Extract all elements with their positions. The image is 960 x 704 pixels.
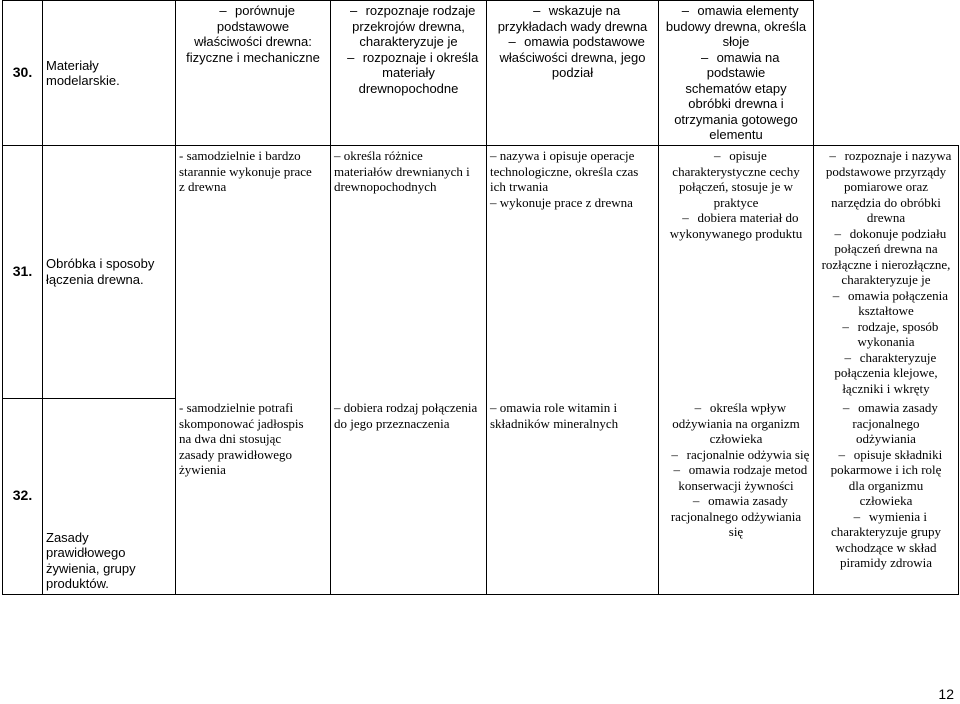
requirement-line: odżywiania — [856, 431, 916, 446]
requirement-line: dobiera materiał do — [697, 210, 799, 225]
requirement-line: wykonania — [857, 334, 915, 349]
requirement-line: fizyczne i mechaniczne — [186, 49, 320, 65]
dash-icon: – — [508, 34, 516, 49]
requirement-line: praktyce — [713, 194, 759, 210]
dash-icon: – — [844, 349, 851, 365]
dash-icon: – — [219, 3, 227, 18]
requirement-line: opisuje składniki — [853, 446, 943, 462]
topic-line: Zasady — [46, 529, 89, 545]
requirement-line: charakteryzuje grupy — [830, 524, 942, 539]
requirement-line: odżywiania na organizm — [672, 415, 800, 431]
requirement-line: wskazuje na — [548, 3, 621, 18]
requirement-line: właściwości drewna, jego — [499, 49, 646, 65]
requirement-line: drewna — [866, 210, 906, 225]
requirement-line: określa różnice — [343, 148, 423, 163]
requirement-line: omawia połączenia — [848, 287, 948, 303]
requirement-line: konserwacji żywności — [678, 477, 794, 493]
dash-icon: – — [832, 287, 840, 303]
dash-icon: – — [692, 493, 700, 508]
requirement-line: charakteryzuje je — [359, 34, 458, 49]
dash-icon: – — [490, 400, 500, 415]
requirement-cell — [814, 146, 959, 399]
requirement-line: żywienia — [179, 462, 226, 477]
requirement-cell — [176, 146, 331, 399]
requirement-line: dobiera rodzaj połączenia — [343, 400, 478, 415]
dash-icon: – — [713, 148, 721, 163]
table-row — [3, 146, 959, 399]
requirement-line: podstawowe przyrządy — [825, 163, 947, 179]
requirement-line: wchodzące w skład — [835, 539, 937, 555]
dash-icon: – — [533, 3, 541, 18]
requirement-cell — [176, 398, 331, 594]
requirement-line: wykonuje prace z drewna — [499, 194, 633, 210]
requirement-line: właściwości drewna: — [194, 34, 312, 49]
requirement-line: podział — [551, 65, 594, 80]
requirement-line: przykładach wady drewna — [497, 18, 648, 34]
requirement-line: rozłączne i nierozłączne, — [821, 256, 951, 272]
requirement-line: racjonalnego odżywiania — [670, 508, 802, 524]
table-row — [3, 398, 959, 594]
requirement-line: omawia zasady — [858, 400, 938, 415]
lesson-number: 30. — [3, 1, 43, 146]
dash-icon: – — [671, 446, 678, 462]
requirement-line: charakteryzuje — [859, 349, 937, 365]
requirement-line: do jego przeznaczenia — [334, 415, 450, 431]
dash-icon: – — [694, 400, 702, 415]
requirement-line: omawia role witamin i — [499, 400, 618, 415]
requirement-line: narzędzia do obróbki — [831, 194, 941, 210]
page-number: 12 — [938, 686, 954, 702]
requirement-line: racjonalnego — [852, 415, 920, 431]
requirement-line: człowieka — [859, 493, 913, 508]
dash-icon: – — [829, 148, 836, 163]
requirement-line: omawia podstawowe — [524, 34, 645, 49]
dash-icon: – — [838, 446, 846, 462]
requirement-cell — [331, 146, 487, 399]
requirement-cell — [487, 398, 659, 594]
requirement-line: wymienia i — [868, 508, 928, 524]
requirement-line: materiałów drewnianych i — [334, 163, 470, 179]
requirement-line: pomiarowe oraz — [843, 179, 929, 194]
requirement-line: rodzaje, sposób — [857, 318, 939, 334]
requirement-line: otrzymania gotowego — [674, 111, 798, 127]
requirement-line: technologiczne, określa czas — [490, 163, 639, 179]
curriculum-table — [2, 0, 959, 595]
requirement-line: - samodzielnie i bardzo — [179, 148, 301, 163]
topic-line: Obróbka i sposoby — [46, 256, 155, 272]
requirement-line: skomponować jadłospis — [179, 415, 304, 431]
requirement-line: starannie wykonuje prace — [179, 163, 312, 179]
requirement-line: opisuje — [729, 148, 767, 163]
requirement-line: zasady prawidłowego — [179, 446, 292, 462]
requirement-line: łączniki i wkręty — [842, 380, 930, 396]
requirement-line: obróbki drewna i — [688, 96, 784, 111]
requirement-cell — [659, 146, 814, 399]
dash-icon: – — [853, 508, 861, 524]
requirement-line: na dwa dni stosując — [179, 431, 282, 446]
topic-line: modelarskie. — [46, 73, 120, 88]
requirement-line: porównuje podstawowe — [216, 3, 295, 34]
requirement-line: pokarmowe i ich rolę — [830, 462, 942, 477]
requirement-line: kształtowe — [858, 303, 914, 318]
requirement-cell — [814, 398, 959, 594]
dash-icon: – — [700, 49, 709, 65]
dash-icon: – — [682, 210, 689, 225]
requirement-line: schematów etapy — [685, 80, 787, 96]
requirement-line: nazywa i opisuje operacje — [499, 148, 635, 163]
requirement-cell — [331, 1, 487, 146]
requirement-line: omawia rodzaje metod — [688, 462, 808, 477]
topic-line: produktów. — [46, 576, 109, 591]
lesson-topic — [43, 398, 176, 594]
requirement-cell — [487, 1, 659, 146]
requirement-line: słoje — [722, 34, 750, 49]
requirement-line: składników mineralnych — [490, 415, 619, 431]
dash-icon: – — [842, 400, 850, 415]
requirement-cell — [331, 398, 487, 594]
dash-icon: – — [334, 400, 344, 415]
requirement-line: ich trwania — [490, 179, 549, 194]
requirement-line: wykonywanego produktu — [669, 225, 803, 241]
requirement-line: - samodzielnie potrafi — [179, 400, 294, 415]
requirement-line: drewnopochodnych — [334, 179, 437, 194]
requirement-line: z drewna — [179, 179, 227, 194]
requirement-line: racjonalnie odżywia się — [686, 446, 810, 462]
topic-line: łączenia drewna. — [46, 271, 144, 287]
lesson-number: 32. — [3, 398, 43, 594]
table-row — [3, 1, 959, 146]
dash-icon: – — [673, 462, 681, 477]
requirement-line: dla organizmu — [848, 477, 924, 493]
requirement-line: człowieka — [709, 431, 763, 446]
requirement-line: charakterystyczne cechy — [672, 163, 800, 179]
requirement-line: materiały drewnopochodne — [358, 65, 459, 96]
requirement-line: omawia na podstawie — [706, 49, 780, 80]
dash-icon: – — [347, 49, 355, 65]
topic-line: żywienia, grupy — [46, 560, 136, 576]
lesson-topic — [43, 1, 176, 146]
lesson-topic — [43, 146, 176, 399]
topic-line: Materiały — [46, 57, 99, 73]
dash-icon: – — [834, 225, 842, 241]
requirement-line: dokonuje podziału — [849, 225, 947, 241]
requirement-cell — [659, 1, 814, 146]
requirement-line: rozpoznaje i określa — [362, 49, 479, 65]
requirement-line: omawia elementy — [697, 3, 799, 18]
dash-icon: – — [334, 148, 344, 163]
requirement-line: połączeń drewna na — [834, 241, 938, 256]
requirement-line: połączenia klejowe, — [834, 365, 938, 380]
requirement-line: się — [728, 524, 744, 539]
dash-icon: – — [490, 194, 500, 210]
requirement-line: rozpoznaje rodzaje — [365, 3, 476, 18]
requirement-line: rozpoznaje i nazywa — [844, 148, 952, 163]
dash-icon: – — [681, 3, 690, 18]
requirement-line: piramidy zdrowia — [839, 555, 933, 570]
requirement-line: elementu — [709, 127, 763, 142]
lesson-number: 31. — [3, 146, 43, 399]
requirement-line: omawia zasady — [708, 493, 788, 508]
requirement-line: przekrojów drewna, — [352, 18, 465, 34]
requirement-line: połączeń, stosuje je w — [678, 179, 794, 194]
requirement-line: określa wpływ — [709, 400, 787, 415]
requirement-line: budowy drewna, określa — [665, 18, 807, 34]
topic-line: prawidłowego — [46, 545, 126, 560]
dash-icon: – — [490, 148, 500, 163]
dash-icon: – — [349, 3, 358, 18]
dash-icon: – — [842, 318, 849, 334]
requirement-cell — [487, 146, 659, 399]
requirement-cell — [659, 398, 814, 594]
requirement-cell — [176, 1, 331, 146]
requirement-line: charakteryzuje je — [841, 272, 931, 287]
